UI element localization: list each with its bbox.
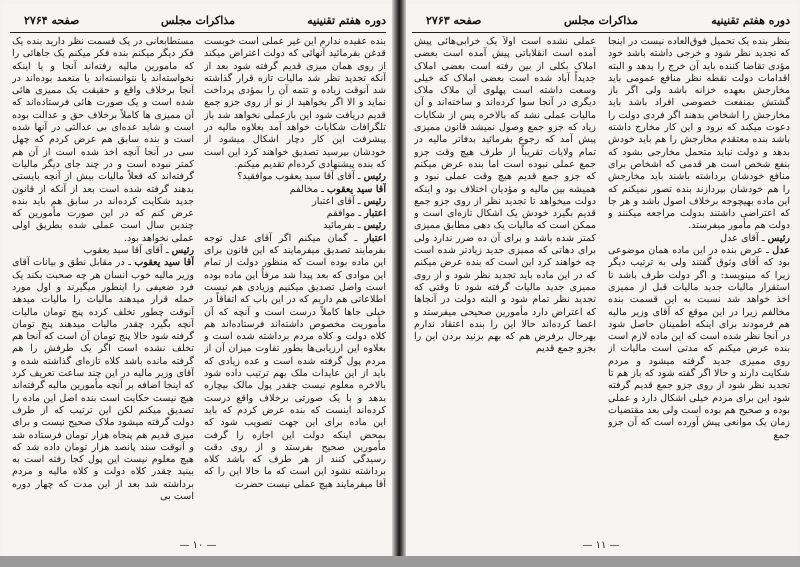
paragraph: [608, 245, 790, 442]
paragraph: [204, 36, 386, 171]
paragraph: [12, 257, 194, 503]
header-title: مذاکرات مجلس: [564, 14, 638, 27]
speaker-name: رئیس: [363, 171, 386, 183]
header-rule: [412, 32, 790, 33]
scan-edge: [0, 556, 800, 567]
page-number: — ۱۰ —: [179, 540, 217, 551]
paragraph: [204, 184, 386, 196]
paragraph: [204, 171, 386, 183]
paragraph-text: در مقابل نطق و بیانات آقای وزیر مالیه خوب انسان هر چه صحبت بکند یک فرد ضعیفی را اینطور میگیرند و اول مورد حمله قرار میدهند مالیات را مالیات میدهد آنوقت چطور تخلف کرده پنج تومان مالیات آنچه بگیرد چقدر مالیات میدهند پنج تومان گرفته شود حالا پنج تومان آن است که آنجا هم تخلف نشده است اگر یک طرفش را هم گرفته مانده باشد کلاه تازه‌ای گذاشته شده و آقای وزیر مالیه در این چند ساعت تعریف کرد که اینجا اضافه بر آنچه مأمورین مالیه گرفته‌اند هیچ نیست حکایت است بنده اصل این ماده را تصدیق میکنم لکن این ترتیب که از طرف دولت گرفته میشود ملاک صحیح نیست و برای میزی قدیم هم پنجاه هزار تومان فرستاده شد و آنوقت سند پانصد هزار تومان داده شد که هیچ معلوم نیست این پول کجا رفته است به بینید چقدر کلاه دولت و کلاه مالیه و مردم برداشته شد بعد از این مدت که چهار دوره است بی: [12, 257, 194, 502]
paragraph: [204, 196, 386, 208]
paragraph-text: بفرمائید: [323, 220, 355, 232]
paragraph: [12, 36, 194, 245]
text-column-right: [204, 36, 386, 536]
speaker-dash: ـ: [347, 232, 365, 244]
speaker-dash: ـ: [354, 195, 364, 207]
paragraph: [608, 36, 790, 233]
book-gutter: [392, 0, 406, 567]
paragraph-text: آقای اعتبار: [312, 195, 355, 207]
paragraph-text: مخالفم: [289, 183, 319, 195]
paragraph-text: عرض بنده در این ماده همان موضوعی بود که آقای وثوق گفتند ولی به ترتیب دیگر زیرا که مینویسد: و اگر دولت طرف باشد تا استقرار مالیات جدید مالیات قبل از ممیزی اخذ خواهد شد نسبت به این قسمت بنده مخالفم زیرا در این موقع که آقای وزیر مالیه هم فرمودند برای اینکه اطمینان حاصل شود در آنجا نظر شده است که این ماده لازم است بنده عرض میکنم که مدتی است مالیات از روی ممیزی جدید گرفته میشود و مردم شکایت دارند و حالا اگر گفته شود که باز هم تا تجدید نظر شود از روی جزو جمع قدیم گرفته شود این برای مردم خیلی اشکال دارد و عملی بوده و صحیح هم بوده است ولی بعد مقتضیات زمان یک موانعی پیش آورده است که آن جزو جمع: [608, 245, 790, 441]
speaker-name: رئیس: [363, 220, 386, 232]
header-title: مذاکرات مجلس: [161, 14, 235, 27]
paragraph: [608, 233, 790, 245]
left-page: [2, 4, 394, 556]
running-title: دوره هفتم تقنینیه: [711, 14, 790, 27]
paragraph-text: مستطابعانی در یک قسمت نظر دارید بنده یک فکر دیگر میکنم بنده فکر میکنم یک جاهائی را که مامورین مالیه رفته‌اند آنجا و یا اینکه نخواسته‌اند یا نتوانسته‌اند یا متعمد بوده‌اند در آنجا برخلاف واقع و حقیقت یک ممیزی هائی شده است و یک صورت هائی فرستاده‌اند که آن ممیزی ها کاملاً برخلاف حق و عدالت بوده است و شاید عده‌ای بی عدالتی در آنها شده است و بنده سابق هم عرض کردم که چهل سی در آنجا آنچه اخذ شده است از آن هم کمتر نبوده است و در چند جای دیگر مالیات گرفته‌اند که فعلاً مالیات بیش از آنچه بایستی بدهند گرفته شده است بعد از آنکه از قانون جدید شکایت کرده‌اند در سابق هم باید بنده عرض کنم که در این صورت مأمورین که چندین سال است عملی شده بطریق اولی عملی نخواهد بود.: [12, 36, 194, 244]
paragraph: [204, 220, 386, 232]
paragraph: [12, 245, 194, 257]
page-number: — ۱۱ —: [582, 540, 620, 551]
speaker-dash: ـ: [318, 183, 328, 195]
speaker-name: رئیس: [171, 245, 194, 257]
speaker-dash: ـ: [162, 245, 172, 257]
right-page: [404, 4, 798, 556]
speaker-name: رئیس: [363, 195, 386, 207]
speaker-dash: ـ: [758, 232, 768, 244]
speaker-dash: ـ: [355, 208, 365, 220]
speaker-name: اعتبار: [364, 232, 386, 244]
paragraph-text: گمان میکنم اگر آقای عدل توجه بفرمایند تصدیق میفرمایند که این قانون برای این ماده بوده است که منظور دولت از تمام این موادی که بعد پیدا شد مرفاً این ماده بوده است واصل تصدیق میکنیم وزیادی هم نیست اطلاعاتی هم داریم که در این باب که اتفاقاً در خیلی جاها کاملاً درست است و آنچه که آن مأموریت مخصوص داشته‌اند فرستاده‌اند هم کلاه دولت و کلاه مردم برداشته شده است و بعلاوه این ارزیابی‌ها بطور تفاوت میزان آن از مردم پول گرفته شده است و عده زیادی که باید از این عایدات ملک بهم ترتیب داده شود بالاخره معلوم نیست چقدر پول مالک بیچاره بدهد و با یک صورتی برخلاف واقع درست کرده‌اند اینست که بنده عرض کردم که باید این ماده برای این جهت تصویب شود که بمحض اینکه دولت این اجازه را گرفت مأمورین صحیح بفرستد و از روی دقت رسیدگی کنند از هر طرف که باشد کلاه برداشته نشود این است که ما حالا این را که آقا میفرمایند هیچ عملی نیست حضرت: [204, 232, 386, 490]
speaker-name: رئیس: [767, 232, 790, 244]
speaker-name: آقا سید یعقوب: [327, 183, 386, 195]
page-header: [10, 14, 386, 30]
paragraph-text: آقای آقا سید یعقوب موافقید؟: [237, 171, 355, 183]
page-label: صفحه ۲۷۶۴: [24, 14, 80, 27]
page-label: صفحه ۲۷۶۳: [426, 14, 482, 27]
paragraph-text: آقای عدل: [720, 232, 759, 244]
speaker-dash: ـ: [354, 171, 364, 183]
speaker-name: آقا سید یعقوب: [134, 257, 194, 269]
speaker-name: عدل: [772, 245, 790, 257]
text-column-left: [414, 36, 596, 536]
speaker-dash: ـ: [762, 245, 773, 257]
text-column-right: [608, 36, 790, 536]
paragraph: [414, 36, 596, 356]
page-header: [412, 14, 790, 30]
header-rule: [10, 32, 386, 33]
text-column-left: [12, 36, 194, 536]
paragraph: [204, 208, 386, 220]
paragraph: [204, 233, 386, 491]
paragraph-text: بنظر بنده یک تحمیل فوق‌العاده نیست در اینجا که تجدید نظر شود و خرجی داشته باشد خود مؤدی تقاضا کننده باید آن خرج را بدهد و البته اقدامات دولت نقطه نظر منافع عمومی باید مخارجش بعهده خزانه باشد ولی اگر باز گشتش بمنفعت خصوصی افراد باشد باید مخارجش را اشخاص بدهند اگر فردی دولت را دعوت میکند که برود و این کار مخارج داشته باشد بنده معتقدم مخارجش را هم باید خودش بدهد و دولت نباید متحمل مخارجی بشود که بنفع شخص است هر قدمی که اشخاص برای منافع خودشان برداشته باشند باید مخارجش را هم خودشان بپردازند بنده تصور نمیکنم که این ماده بهیچوجه برخلاف اصول باشد و هر جا که اعتراضی داشتند بدولت مراجعه میکنند و دولت هم مأمور میفرستد.: [608, 36, 790, 232]
speaker-name: اعتبار: [364, 208, 386, 220]
paragraph-text: آقای آقا سید یعقوب: [83, 245, 163, 257]
paragraph-text: بنده عقیده ندارم این غیر عملی است خوبست قدغن بفرمائید آنهائی که دولت اعتراض میکند از روی همان میزی قدیم گرفته شود بعد از آنکه تجدید نظر شد مالیات تازه قرار گذاشته شد آنوقت زیاده و تتمه آن را بمؤدی پرداخت نماید و الا اگر بخواهید از نو از روی جزو جمع قدیم دریافت شود این بازعملی نخواهد شد باز تلگرافات شکایات خواهد آمد بعلاوه مالیه در پیشرفت این کار دچار اشکال میشود از خودشان بپرسید تصدیق خواهند کرد این است که بنده پیشنهادی کرده‌ام تقدیم میکنم.: [204, 36, 386, 170]
speaker-dash: ـ: [354, 220, 364, 232]
running-title: دوره هفتم تقنینیه: [307, 14, 386, 27]
paragraph-text: موافقم: [326, 208, 356, 220]
speaker-dash: ـ: [124, 257, 135, 269]
paragraph-text: عملی نشده است اولاً یک خرابی‌هائی پیش آمده است انقلاباتی پیش آمده است بعضی املاک بکلی از بین رفته است بعضی املاک جدیداً آباد شده است بعضی املاک که خیلی وسعت داشته است پهلوی آن ملاک ملاک دیگری در آنجا سوا کرده‌اند و ساخته‌اند و آن مالیات عملی نشد که بالاخره پس از شکایات زیاد که جزو جمع وصول نمیشد قانون ممیزی پیش آمد که رجوع بفرمائید بدفاتر مالیه در تمام ولایات تقریباً از طرف هیچ وقت جزو جمع عملی نبوده است اما بنده عرض میکنم که جزو جمع قدیم هیچ وقت عملی نبود و همیشه بین مالیه و مؤدیان اختلاف بود و اینکه دولت میخواهد تا تجدید نظر از روی جزو جمع قدیم بگیرد خودش یک اشکال تازه‌ای است و ممکن است که مالیات یک دهی مطابق ممیزی کمتر شده باشد و برای آن ده ضرر ندارد ولی برای دهاتی که ممیزی جدید زیادتر شده است چه خواهند کرد این است که بنده عرض میکنم که در این ماده باید تجدید نظر شود و از روی ممیزی جدید مالیات گرفته شود تا وقتی که تجدید نظر تمام شود و البته دولت در آنجاها که اعتراض دارد مأمورین صحیحی میفرستد و اعضا کرده‌اند حالا این را بنده اعتقاد ندارم بهرحال برفرض هم که بهم بزنید بردن این را بجزو جمع قدیم: [414, 36, 596, 355]
